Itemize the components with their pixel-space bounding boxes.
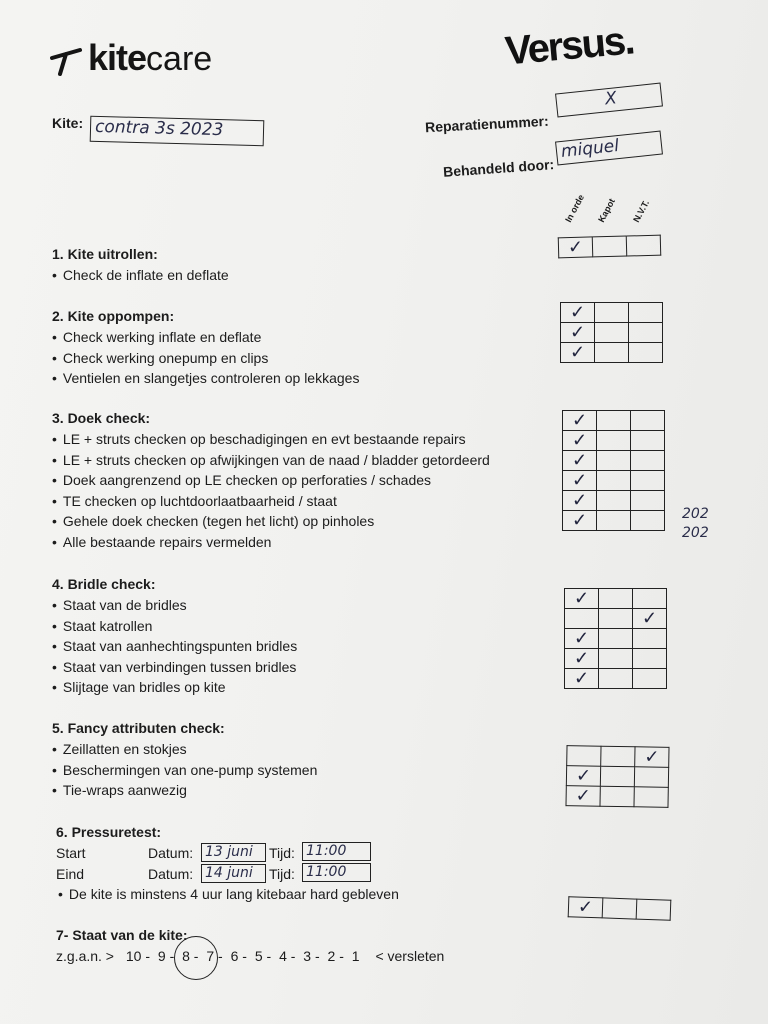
checkbox-row xyxy=(565,609,667,629)
checkbox-cell[interactable] xyxy=(634,787,668,808)
scale-item[interactable]: 3 - xyxy=(303,948,320,964)
checkbox-cell[interactable] xyxy=(636,899,671,920)
checkbox-cell[interactable]: ✓ xyxy=(563,451,597,471)
list-item: • Staat van de bridles xyxy=(52,595,297,616)
section-title: 5. Fancy attributen check: xyxy=(52,720,225,736)
checkbox-cell[interactable] xyxy=(592,236,627,257)
checkbox-grid-pressure xyxy=(568,896,672,921)
checkbox-row xyxy=(561,343,663,363)
kitecare-logo xyxy=(50,37,213,78)
section-5 xyxy=(52,720,317,801)
checkbox-grid-section-5 xyxy=(565,745,669,808)
checkbox-cell[interactable] xyxy=(599,669,633,689)
logo-kite-text: kite xyxy=(88,37,147,78)
checkbox-row xyxy=(563,511,665,531)
checkbox-cell[interactable] xyxy=(631,491,665,511)
scale-item[interactable]: 1 xyxy=(351,948,360,964)
list-item: • Ventielen en slangetjes controleren op lekkages xyxy=(52,368,359,389)
checkbox-row xyxy=(565,649,667,669)
checkbox-cell[interactable]: ✓ xyxy=(563,471,597,491)
checkbox-cell[interactable] xyxy=(633,649,667,669)
checkbox-grid-section-3 xyxy=(562,410,665,531)
checkbox-cell[interactable] xyxy=(633,669,667,689)
checkbox-cell[interactable] xyxy=(597,431,631,451)
checkbox-grid-section-2 xyxy=(560,302,663,363)
end-date-field[interactable]: 14 juni xyxy=(201,864,266,883)
checkbox-cell[interactable] xyxy=(633,629,667,649)
list-item: • Zeillatten en stokjes xyxy=(52,739,317,760)
scale-item[interactable]: 2 - xyxy=(327,948,344,964)
checkbox-row xyxy=(561,303,663,323)
checkbox-cell[interactable] xyxy=(629,343,663,363)
checkbox-cell[interactable] xyxy=(595,323,629,343)
checkbox-row xyxy=(563,411,665,431)
column-nvt: N.V.T. xyxy=(631,198,652,224)
logo-care-text: care xyxy=(146,40,213,78)
scale-suffix: < versleten xyxy=(375,948,445,964)
checkbox-cell[interactable]: ✓ xyxy=(565,649,599,669)
column-kapot: Kapot xyxy=(596,196,617,224)
checkbox-cell[interactable] xyxy=(565,609,599,629)
checkbox-cell[interactable] xyxy=(634,767,668,788)
repair-note-2: 202 xyxy=(682,525,709,541)
checkbox-cell[interactable] xyxy=(597,511,631,531)
list-item: • Staat van verbindingen tussen bridles xyxy=(52,657,297,678)
checkbox-cell[interactable] xyxy=(631,431,665,451)
checkbox-cell[interactable]: ✓ xyxy=(565,669,599,689)
kite-field[interactable]: contra 3s 2023 xyxy=(90,116,265,147)
checkbox-cell[interactable] xyxy=(629,303,663,323)
checkbox-cell[interactable]: ✓ xyxy=(565,629,599,649)
start-time-field[interactable]: 11:00 xyxy=(302,842,371,861)
checkbox-cell[interactable] xyxy=(631,411,665,431)
checkbox-cell[interactable] xyxy=(567,746,601,767)
list-item: • Slijtage van bridles op kite xyxy=(52,677,297,698)
kite-label: Kite: xyxy=(52,115,84,131)
scale-item[interactable]: 8 - xyxy=(182,948,199,964)
scale-item[interactable]: 5 - xyxy=(254,948,272,964)
section-title: 3. Doek check: xyxy=(52,410,151,426)
section-4 xyxy=(52,576,297,698)
checkbox-cell[interactable]: ✓ xyxy=(566,766,600,787)
list-item: • Alle bestaande repairs vermelden xyxy=(52,532,490,553)
checkbox-cell[interactable]: ✓ xyxy=(558,237,593,258)
checkbox-cell[interactable] xyxy=(597,471,631,491)
list-item: • Check werking onepump en clips xyxy=(52,348,359,369)
section-1 xyxy=(52,246,229,286)
checkbox-row xyxy=(565,669,667,689)
checkbox-grid-section-4 xyxy=(564,588,667,689)
checkbox-cell[interactable] xyxy=(601,746,635,767)
checkbox-cell[interactable]: ✓ xyxy=(565,589,599,609)
checkbox-row xyxy=(563,471,665,491)
end-time-field[interactable]: 11:00 xyxy=(302,863,371,882)
checkbox-cell[interactable]: ✓ xyxy=(635,747,669,768)
checkbox-cell[interactable] xyxy=(597,491,631,511)
start-date-label: Datum: xyxy=(148,845,194,861)
checkbox-cell[interactable] xyxy=(629,323,663,343)
scale-prefix: z.g.a.n. > xyxy=(56,948,114,964)
checkbox-row xyxy=(558,235,660,258)
checkbox-grid-section-1 xyxy=(558,235,662,259)
handled-by-field[interactable]: miquel xyxy=(555,131,663,166)
checkbox-cell[interactable]: ✓ xyxy=(563,511,597,531)
checkbox-cell[interactable] xyxy=(626,235,661,256)
checkbox-cell[interactable] xyxy=(595,343,629,363)
scale-item[interactable]: 10 - xyxy=(125,948,150,964)
pressure-statement: • De kite is minstens 4 uur lang kitebaar hard gebleven xyxy=(58,884,399,905)
list-item: • Beschermingen van one-pump systemen xyxy=(52,760,317,781)
list-item: • Check de inflate en deflate xyxy=(52,265,229,286)
checkbox-row xyxy=(566,786,668,808)
checkbox-cell[interactable] xyxy=(599,649,633,669)
checkbox-cell[interactable]: ✓ xyxy=(563,411,597,431)
end-date-label: Datum: xyxy=(148,866,194,882)
scale-item[interactable]: 9 - xyxy=(157,948,175,964)
checkbox-cell[interactable] xyxy=(597,451,631,471)
pressure-title: 6. Pressuretest: xyxy=(56,824,162,840)
list-item: • LE + struts checken op afwijkingen van de naad / bladder getordeerd xyxy=(52,450,490,471)
checkbox-cell[interactable] xyxy=(599,609,633,629)
checkbox-row xyxy=(565,589,667,609)
end-label: Eind xyxy=(56,866,85,882)
list-item: • Gehele doek checken (tegen het licht) op pinholes xyxy=(52,511,490,532)
checkbox-cell[interactable] xyxy=(633,589,667,609)
checkbox-row xyxy=(563,431,665,451)
checkbox-cell[interactable]: ✓ xyxy=(563,431,597,451)
repair-number-label: Reparatienummer: xyxy=(424,112,550,136)
list-item: • Check werking inflate en deflate xyxy=(52,327,359,348)
checkbox-row xyxy=(567,746,669,768)
checkbox-cell[interactable]: ✓ xyxy=(566,786,600,807)
checkbox-cell[interactable] xyxy=(631,511,665,531)
checkbox-cell[interactable]: ✓ xyxy=(568,897,603,918)
scale-item[interactable]: 7 - xyxy=(206,948,223,964)
checkbox-row xyxy=(568,897,671,921)
list-item: • Staat van aanhechtingspunten bridles xyxy=(52,636,297,657)
checkbox-cell[interactable]: ✓ xyxy=(563,491,597,511)
repair-number-field[interactable]: X xyxy=(555,83,663,118)
checkbox-cell[interactable] xyxy=(595,303,629,323)
checkbox-cell[interactable] xyxy=(597,411,631,431)
section-title: 2. Kite oppompen: xyxy=(52,308,175,324)
checkbox-row xyxy=(565,629,667,649)
section-title: 4. Bridle check: xyxy=(52,576,156,592)
condition-title: 7- Staat van de kite: xyxy=(56,927,188,943)
checkbox-cell[interactable]: ✓ xyxy=(561,303,595,323)
start-time-label: Tijd: xyxy=(269,845,295,861)
list-item: • Doek aangrenzend op LE checken op perforaties / schades xyxy=(52,470,490,491)
handled-by-label: Behandeld door: xyxy=(442,156,555,180)
scale-item[interactable]: 4 - xyxy=(279,948,296,964)
list-item: • Staat katrollen xyxy=(52,616,297,637)
condition-scale xyxy=(56,948,448,964)
selected-condition-circle xyxy=(174,936,218,980)
kite-icon xyxy=(50,46,84,76)
section-2 xyxy=(52,308,359,389)
repair-note-1: 202 xyxy=(682,506,709,522)
section-3 xyxy=(52,410,490,552)
list-item: • TE checken op luchtdoorlaatbaarheid / staat xyxy=(52,491,490,512)
checkbox-cell[interactable] xyxy=(600,766,634,787)
checkbox-cell[interactable] xyxy=(599,589,633,609)
list-item: • Tie-wraps aanwezig xyxy=(52,780,317,801)
checkbox-row xyxy=(566,766,668,788)
checkbox-row xyxy=(561,323,663,343)
checkbox-cell[interactable]: ✓ xyxy=(633,609,667,629)
column-in-orde: In orde xyxy=(563,192,587,224)
checkbox-cell[interactable] xyxy=(600,786,634,807)
section-title: 1. Kite uitrollen: xyxy=(52,246,158,262)
checkbox-cell[interactable] xyxy=(599,629,633,649)
start-label: Start xyxy=(56,845,86,861)
versus-logo: Versus. xyxy=(503,18,635,74)
checkbox-row xyxy=(563,451,665,471)
end-time-label: Tijd: xyxy=(269,866,295,882)
scale-item[interactable]: 6 - xyxy=(230,948,247,964)
checkbox-cell[interactable] xyxy=(631,451,665,471)
checkbox-cell[interactable]: ✓ xyxy=(561,323,595,343)
checkbox-cell[interactable] xyxy=(602,898,637,919)
list-item: • LE + struts checken op beschadigingen en evt bestaande repairs xyxy=(52,429,490,450)
checkbox-row xyxy=(563,491,665,511)
start-date-field[interactable]: 13 juni xyxy=(201,843,266,862)
checkbox-cell[interactable]: ✓ xyxy=(561,343,595,363)
checkbox-cell[interactable] xyxy=(631,471,665,491)
